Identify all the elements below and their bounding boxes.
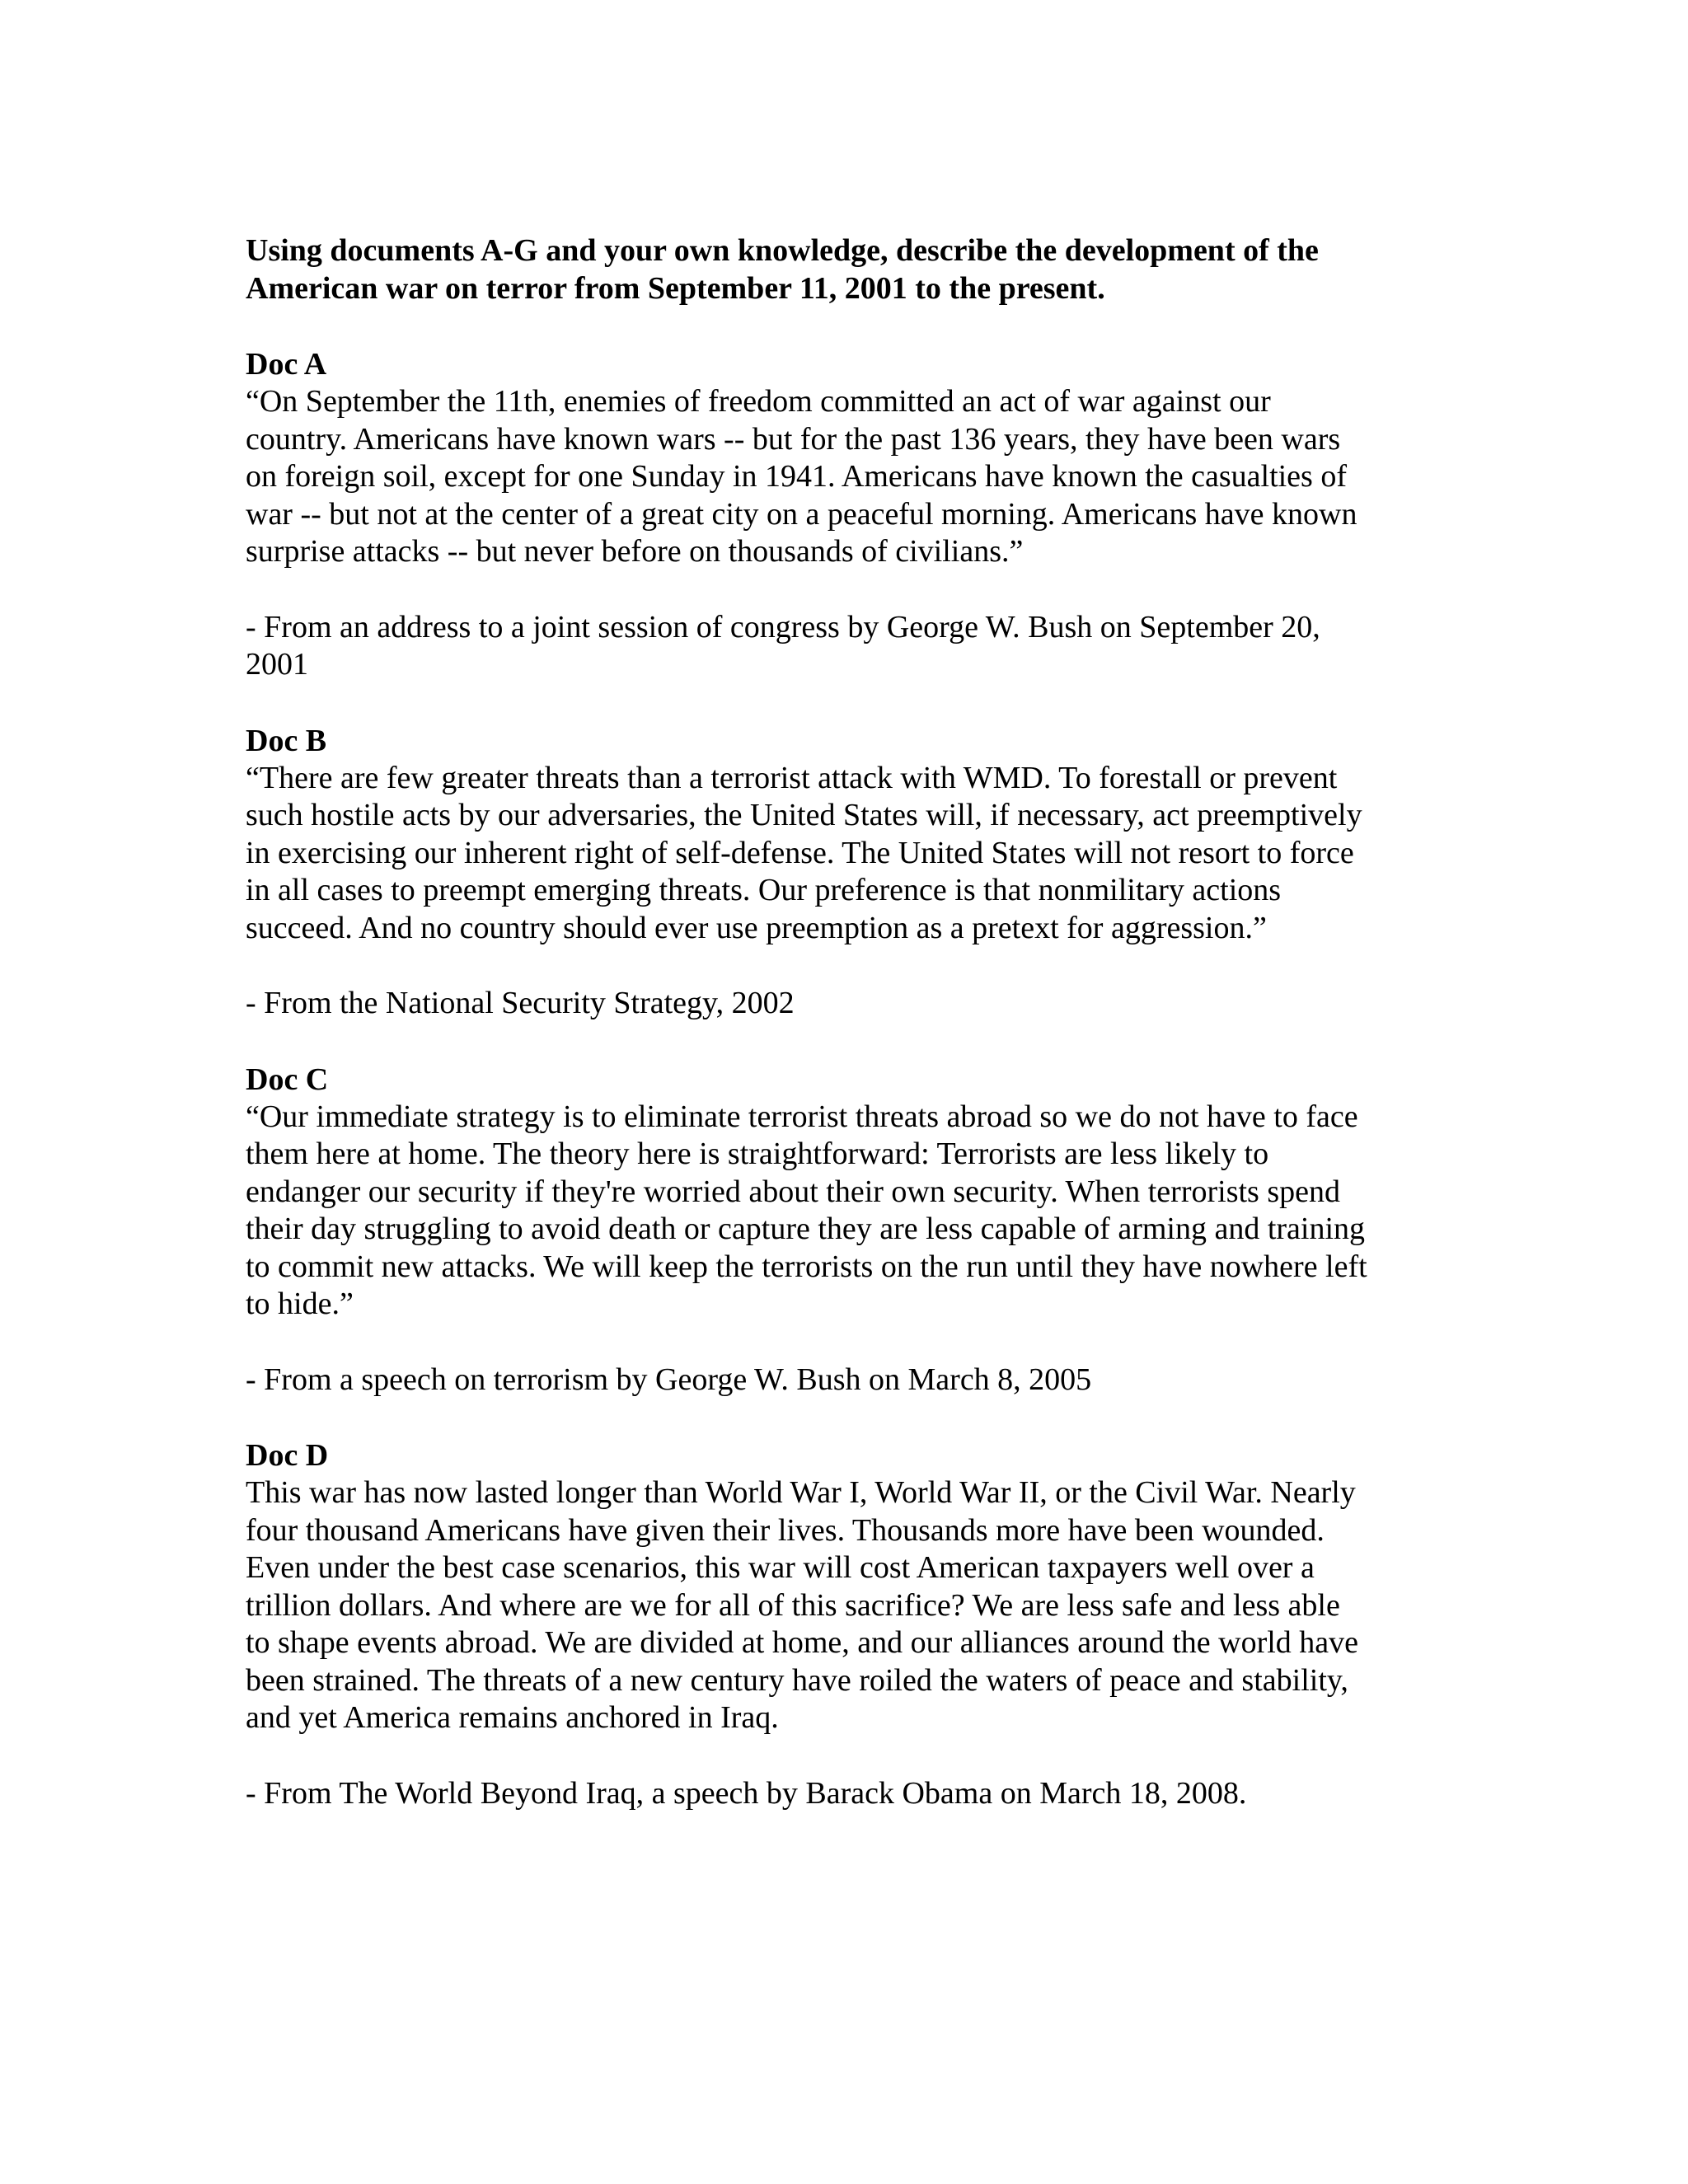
quote-line: country. Americans have known wars -- but for the past 136 years, they have been wars (246, 421, 1341, 457)
quote-line: to hide.” (246, 1286, 354, 1321)
quote-line: in exercising our inherent right of self-defense. The United States will not resort to force (246, 835, 1354, 870)
quote-line: endanger our security if they're worried about their own security. When terrorists spend (246, 1174, 1340, 1209)
text-line: This war has now lasted longer than World War I, World War II, or the Civil War. Nearly (246, 1475, 1356, 1510)
doc-a (246, 345, 1441, 684)
source-line: - From a speech on terrorism by George W. Bush on March 8, 2005 (246, 1361, 1092, 1397)
source-line: 2001 (246, 647, 308, 682)
quote-line: “On September the 11th, enemies of freedom committed an act of war against our (246, 384, 1271, 419)
doc-b-source (246, 985, 1441, 1023)
text-line: trillion dollars. And where are we for all of this sacrifice? We are less safe and less able (246, 1587, 1340, 1623)
doc-d (246, 1436, 1441, 1812)
doc-c-source (246, 1361, 1441, 1399)
prompt-line: American war on terror from September 11, 2001 to the present. (246, 270, 1105, 306)
prompt-line: Using documents A-G and your own knowledge, describe the development of the (246, 233, 1319, 268)
doc-c (246, 1061, 1441, 1399)
doc-a-heading: Doc A (246, 347, 327, 382)
doc-a-source (246, 609, 1441, 684)
doc-b (246, 722, 1441, 1023)
text-line: four thousand Americans have given their lives. Thousands more have been wounded. (246, 1512, 1325, 1548)
text-line: been strained. The threats of a new century have roiled the waters of peace and stability, (246, 1662, 1348, 1698)
quote-line: such hostile acts by our adversaries, the United States will, if necessary, act preemptively (246, 798, 1362, 832)
doc-b-quote (246, 760, 1441, 948)
quote-line: in all cases to preempt emerging threats. Our preference is that nonmilitary actions (246, 873, 1282, 907)
quote-line: their day struggling to avoid death or capture they are less capable of arming and training (246, 1212, 1366, 1246)
text-line: and yet America remains anchored in Iraq. (246, 1700, 779, 1735)
doc-c-quote (246, 1099, 1441, 1324)
quote-line: succeed. And no country should ever use preemption as a pretext for aggression.” (246, 910, 1267, 945)
text-line: to shape events abroad. We are divided at home, and our alliances around the world have (246, 1625, 1359, 1660)
quote-line: “Our immediate strategy is to eliminate terrorist threats abroad so we do not have to face (246, 1099, 1358, 1134)
doc-b-heading: Doc B (246, 723, 327, 758)
quote-line: to commit new attacks. We will keep the terrorists on the run until they have nowhere left (246, 1249, 1367, 1284)
quote-line: “There are few greater threats than a terrorist attack with WMD. To forestall or prevent (246, 760, 1338, 795)
quote-line: surprise attacks -- but never before on thousands of civilians.” (246, 534, 1024, 569)
text-line: Even under the best case scenarios, this war will cost American taxpayers well over a (246, 1550, 1315, 1585)
source-line: - From the National Security Strategy, 2002 (246, 986, 795, 1020)
doc-d-text (246, 1474, 1441, 1737)
document-page (246, 232, 1441, 1812)
doc-d-source (246, 1775, 1441, 1813)
essay-prompt (246, 232, 1441, 307)
doc-c-heading: Doc C (246, 1062, 329, 1097)
quote-line: them here at home. The theory here is straightforward: Terrorists are less likely to (246, 1137, 1269, 1171)
doc-a-quote (246, 383, 1441, 571)
quote-line: war -- but not at the center of a great city on a peaceful morning. Americans have known (246, 496, 1357, 532)
source-line: - From The World Beyond Iraq, a speech by Barack Obama on March 18, 2008. (246, 1775, 1247, 1811)
quote-line: on foreign soil, except for one Sunday in 1941. Americans have known the casualties of (246, 459, 1347, 494)
source-line: - From an address to a joint session of congress by George W. Bush on September 20, (246, 609, 1320, 644)
doc-d-heading: Doc D (246, 1438, 329, 1473)
